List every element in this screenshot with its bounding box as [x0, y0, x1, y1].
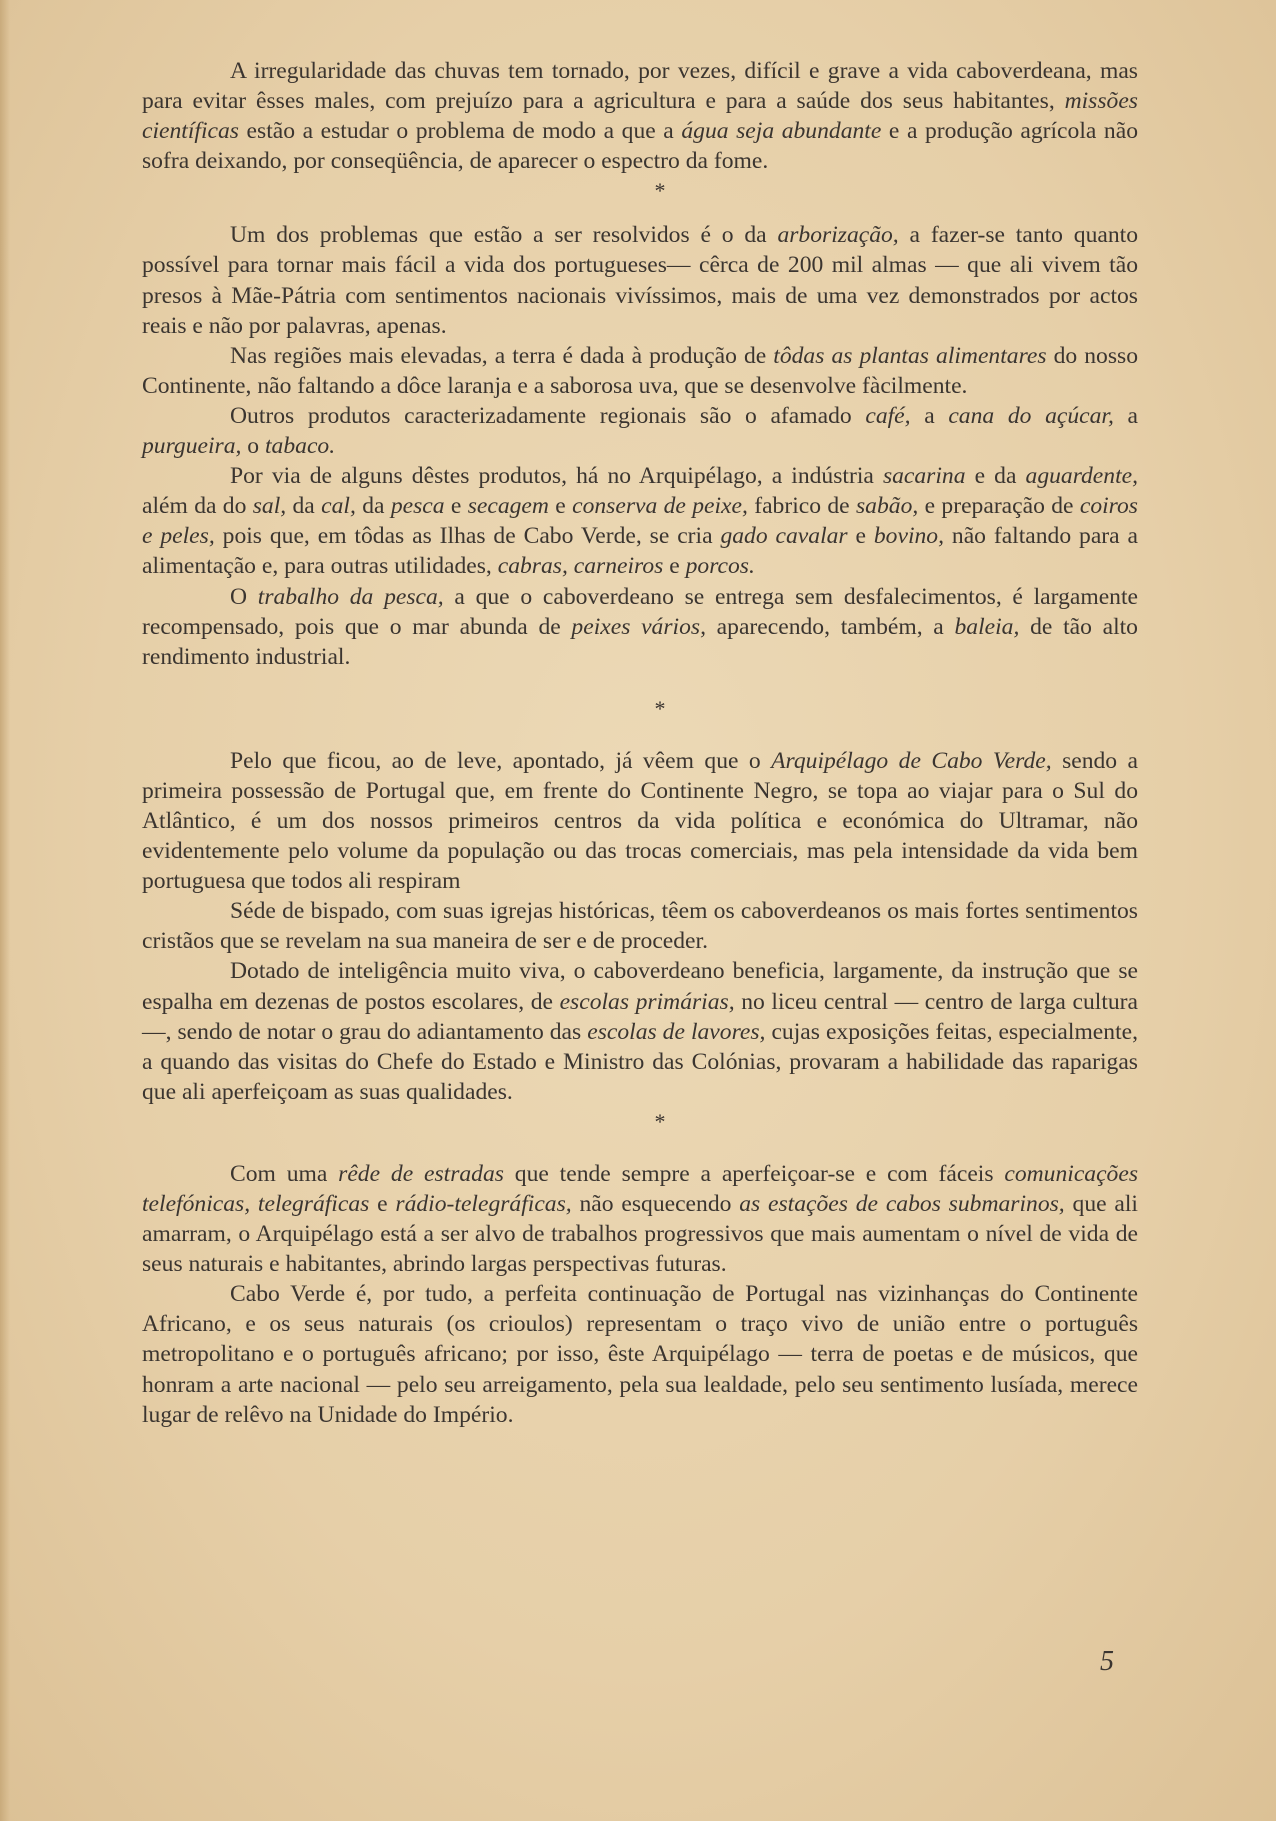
section-separator: *: [654, 1108, 666, 1134]
paragraph: [142, 746, 1138, 896]
paragraph: [142, 956, 1138, 1106]
italic-term: pesca: [390, 493, 445, 520]
text-run: cujas exposições feitas, especialmente, a quando das visitas do Chefe do Estado e Ministro das Colónias, provaram a habilidade das raparigas que ali aperfeiçoam as suas qualidades.: [142, 1018, 1138, 1105]
paragraph: [142, 56, 1138, 176]
text-run: e preparação de: [918, 493, 1080, 520]
text-run: sendo a primeira possessão de Portugal que, em frente do Continente Negro, se topa ao viajar para o Sul do Atlântico, é um dos nossos primeiros centros da vida política e económica do Ultramar, não evidentemente pelo volume da população ou das trocas comerciais, mas pela intensidade da vida bem portuguesa que todos ali respiram: [142, 747, 1139, 895]
text-run: Séde de bispado, com suas igrejas históricas, têem os caboverdeanos os mais fortes sentimentos cristãos que se revelam na sua maneira de ser e de proceder.: [142, 898, 1138, 955]
text-run: e: [663, 553, 686, 580]
italic-term: Arquipélago de Cabo Verde,: [771, 747, 1052, 774]
italic-term: carneiros: [573, 553, 664, 580]
italic-term: cana do açúcar,: [948, 402, 1114, 429]
italic-term: café,: [865, 402, 911, 429]
italic-term: água seja abundante: [681, 118, 882, 145]
text-run: Dotado de inteligência muito viva, o caboverdeano beneficia, largamente, da instrução que se espalha em dezenas de postos escolares, de: [142, 958, 1138, 1015]
paragraph: [142, 341, 1138, 401]
italic-term: cabras,: [497, 553, 568, 580]
text-run: A irregularidade das chuvas tem tornado, por vezes, difícil e grave a vida caboverdeana, mas para evitar êsses males, com prejuízo para a agricultura e para a saúde dos seus habitantes,: [142, 58, 1138, 115]
italic-term: tabaco.: [265, 433, 336, 460]
text-run: e: [548, 493, 573, 520]
italic-term: as estações de cabos submarinos,: [739, 1191, 1065, 1217]
italic-term: coiros e peles,: [142, 493, 1138, 550]
italic-term: aguardente,: [1025, 463, 1139, 490]
paragraph: [142, 401, 1138, 461]
text-run: Por via de alguns dêstes produtos, há no Arquipélago, a indústria: [230, 463, 883, 490]
text-run: Um dos problemas que estão a ser resolvidos é o da: [230, 222, 778, 249]
italic-term: conserva de peixe,: [572, 493, 748, 520]
text-column: [142, 56, 1138, 1430]
text-run: a: [910, 402, 949, 429]
italic-term: tôdas as plantas alimentares: [773, 342, 1047, 369]
text-run: no liceu central — centro de larga cultura —, sendo de notar o grau do adiantamento das: [142, 988, 1138, 1045]
text-run: pois que, em tôdas as Ilhas de Cabo Verde, se cria: [214, 523, 721, 550]
text-run: e: [444, 493, 468, 520]
text-run: e: [847, 523, 874, 550]
text-run: estão a estudar o problema de modo a que a: [238, 118, 682, 145]
text-run: fabrico de: [747, 493, 856, 520]
paragraph: [142, 461, 1138, 581]
paragraph: [142, 582, 1138, 672]
italic-term: secagem: [467, 493, 549, 520]
paragraph: [142, 896, 1138, 956]
italic-term: gado cavalar: [720, 523, 848, 550]
text-run: a: [1113, 402, 1139, 429]
italic-term: escolas primárias,: [559, 988, 735, 1015]
text-run: aparecendo, também, a: [705, 613, 955, 640]
text-run: e a produção agrícola não sofra deixando, por conseqüência, de aparecer o espectro da fome.: [142, 118, 1138, 175]
paragraph: [142, 1279, 1138, 1429]
italic-term: rádio-telegráficas,: [395, 1191, 572, 1217]
text-run: não faltando para a alimentação e, para outras utilidades,: [142, 523, 1138, 580]
italic-term: arborização,: [777, 222, 899, 249]
italic-term: missões científicas: [142, 88, 1138, 145]
italic-term: porcos.: [685, 553, 755, 580]
italic-term: rêde de estradas: [338, 1160, 504, 1187]
text-run: Outros produtos caracterizadamente regionais são o afamado: [230, 402, 866, 429]
text-run: da: [286, 493, 322, 520]
text-run: Cabo Verde é, por tudo, a perfeita continuação de Portugal nas vizinhanças do Continente Africano, e os seus naturais (os crioulos) representam o traço vivo de união entre o português metropolitano e o português africano; por isso, êste Arquipélago — terra de poetas e de músicos, que honram a arte nacional — pelo seu arreigamento, pela sua lealdade, pelo seu sentimento lusíada, merece lugar de relêvo na Unidade do Império.: [142, 1281, 1138, 1428]
text-run: do nosso Continente, não faltando a dôce laranja e a saborosa uva, que se desenvolve fàcilmente.: [142, 342, 1138, 399]
italic-term: trabalho da pesca,: [257, 583, 444, 610]
text-run: Nas regiões mais elevadas, a terra é dada à produção de: [230, 342, 774, 369]
italic-term: peixes vários,: [571, 613, 706, 640]
page-number: 5: [1100, 1646, 1114, 1677]
text-run: e: [369, 1191, 396, 1217]
paragraph: [142, 1159, 1138, 1279]
text-run: que ali amarram, o Arquipélago está a ser alvo de trabalhos progressivos que mais aumentam o nível de vida de seus naturais e habitantes, abrindo largas perspectivas futuras.: [142, 1191, 1138, 1278]
text-run: Com uma: [230, 1160, 339, 1187]
paragraph: [142, 220, 1138, 340]
italic-term: sal,: [252, 493, 287, 520]
italic-term: baleia,: [954, 613, 1020, 640]
section-separator: *: [654, 178, 666, 204]
text-run: da: [355, 493, 391, 520]
italic-term: sabão,: [856, 493, 919, 520]
text-run: O: [230, 583, 258, 610]
text-run: Pelo que ficou, ao de leve, apontado, já vêem que o: [230, 747, 772, 774]
text-run: de tão alto rendimento industrial.: [142, 613, 1138, 670]
text-run: a que o caboverdeano se entrega sem desfalecimentos, é largamente recompensado, pois que o mar abunda de: [142, 583, 1138, 640]
italic-term: escolas de lavores,: [587, 1018, 766, 1045]
italic-term: purgueira,: [142, 433, 242, 460]
italic-term: cal,: [321, 493, 356, 520]
italic-term: bovino,: [873, 523, 944, 550]
text-run: além da do: [142, 493, 253, 520]
text-run: a fazer-se tanto quanto possível para tornar mais fácil a vida dos portugueses— cêrca de 200 mil almas — que ali vivem tão presos à Mãe-Pátria com sentimentos nacionais vivíssimos, mais de uma vez demonstrados por actos reais e não por palavras, apenas.: [142, 222, 1139, 339]
text-run: que tende sempre a aperfeiçoar-se e com fáceis: [503, 1160, 1005, 1187]
text-run: o: [241, 433, 265, 460]
paper-edge-shadow: [0, 0, 10, 1821]
text-run: e da: [965, 463, 1026, 490]
section-separator: *: [654, 695, 666, 721]
italic-term: sacarina: [882, 463, 966, 490]
italic-term: comunicações telefónicas, telegráficas: [142, 1160, 1139, 1217]
text-run: não esquecendo: [571, 1191, 740, 1217]
